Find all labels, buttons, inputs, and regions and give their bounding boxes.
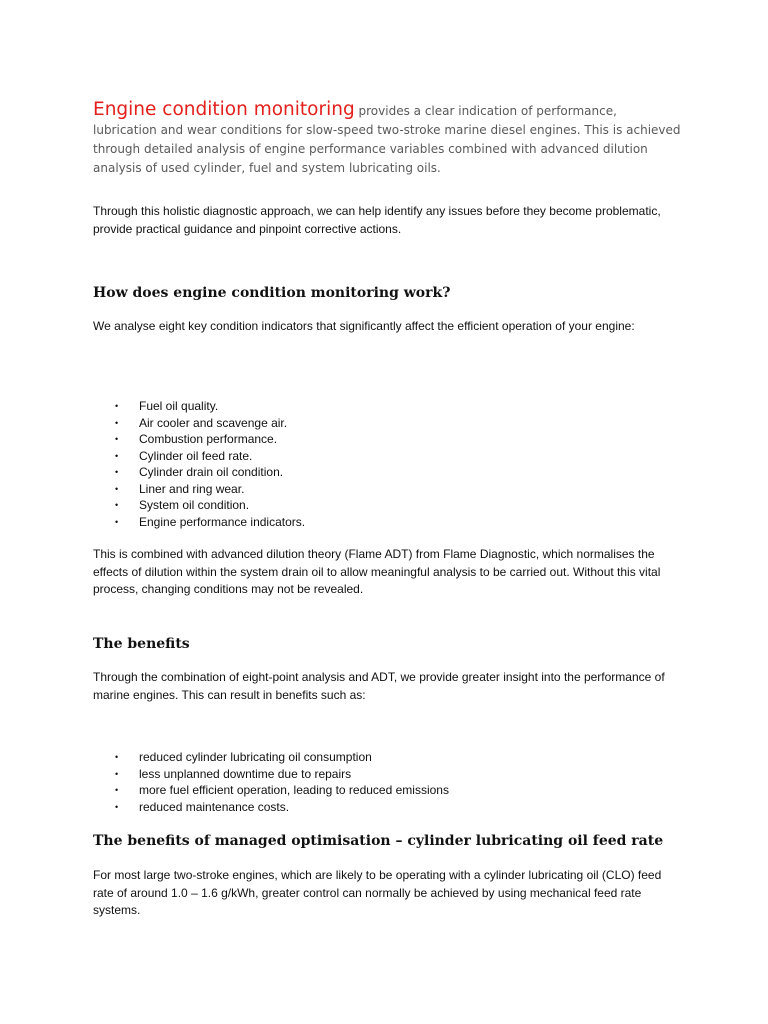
list-item: • Air cooler and scavenge air. [115, 415, 288, 430]
bullet-icon: • [115, 434, 119, 444]
list-item: • Liner and ring wear. [115, 481, 245, 496]
intro-text: provides a clear indication of performance, lubrication and wear conditions for slow-speed two-stroke marine diesel engines. This is achieved through detailed analysis of engine performance variables combined with advanced dilution analysis of used cylinder, fuel and system lubricating oils. [93, 104, 681, 175]
bullet-icon: • [115, 450, 119, 461]
heading-how-it-works: How does engine condition monitoring work? [93, 285, 451, 301]
bullet-icon: • [115, 483, 119, 494]
intro-highlight: Engine condition monitoring [93, 99, 355, 120]
managed-paragraph: For most large two-stroke engines, which are likely to be operating with a cylinder lubricating oil (CLO) feed rate of around 1.0 – 1.6 g/kWh, greater control can normally be achieved by using mechanical feed rate systems. [93, 868, 662, 917]
bullet-icon: • [115, 417, 119, 428]
bullet-icon: • [115, 768, 119, 779]
list-item: • reduced cylinder lubricating oil consumption [115, 750, 372, 764]
bullet-icon: • [115, 801, 119, 812]
heading-benefits: The benefits [93, 636, 190, 652]
list-item: • Fuel oil quality. [115, 399, 219, 413]
adt-paragraph: This is combined with advanced dilution theory (Flame ADT) from Flame Diagnostic, which normalises the effects of dilution within the system drain oil to allow meaningful analysis to be carried out. Without this vital process, changing conditions may not be revealed. [93, 547, 661, 596]
list-item: • Combustion performance. [115, 432, 278, 446]
bullet-icon: • [115, 752, 119, 762]
how-intro-paragraph: We analyse eight key condition indicators that significantly affect the efficient operation of your engine: [93, 319, 635, 333]
bullet-icon: • [115, 500, 119, 510]
list-item: • more fuel efficient operation, leading to reduced emissions [115, 783, 449, 797]
list-item: • Cylinder drain oil condition. [115, 465, 284, 479]
list-item: • Engine performance indicators. [115, 514, 306, 529]
bullet-icon: • [115, 785, 119, 795]
bullet-icon: • [115, 516, 119, 527]
list-item: • reduced maintenance costs. [115, 799, 290, 814]
holistic-paragraph: Through this holistic diagnostic approach, we can help identify any issues before they become problematic, provide practical guidance and pinpoint corrective actions. [93, 204, 661, 236]
benefits-list [93, 749, 449, 815]
list-item: • System oil condition. [115, 498, 250, 512]
list-item: • Cylinder oil feed rate. [115, 448, 253, 463]
heading-managed-optimisation: The benefits of managed optimisation – cylinder lubricating oil feed rate [93, 833, 664, 849]
indicator-list [93, 398, 305, 530]
intro-paragraph [93, 100, 683, 178]
bullet-icon: • [115, 401, 119, 411]
benefits-intro-paragraph: Through the combination of eight-point analysis and ADT, we provide greater insight into the performance of marine engines. This can result in benefits such as: [93, 670, 665, 702]
list-item: • less unplanned downtime due to repairs [115, 766, 352, 781]
bullet-icon: • [115, 467, 119, 477]
